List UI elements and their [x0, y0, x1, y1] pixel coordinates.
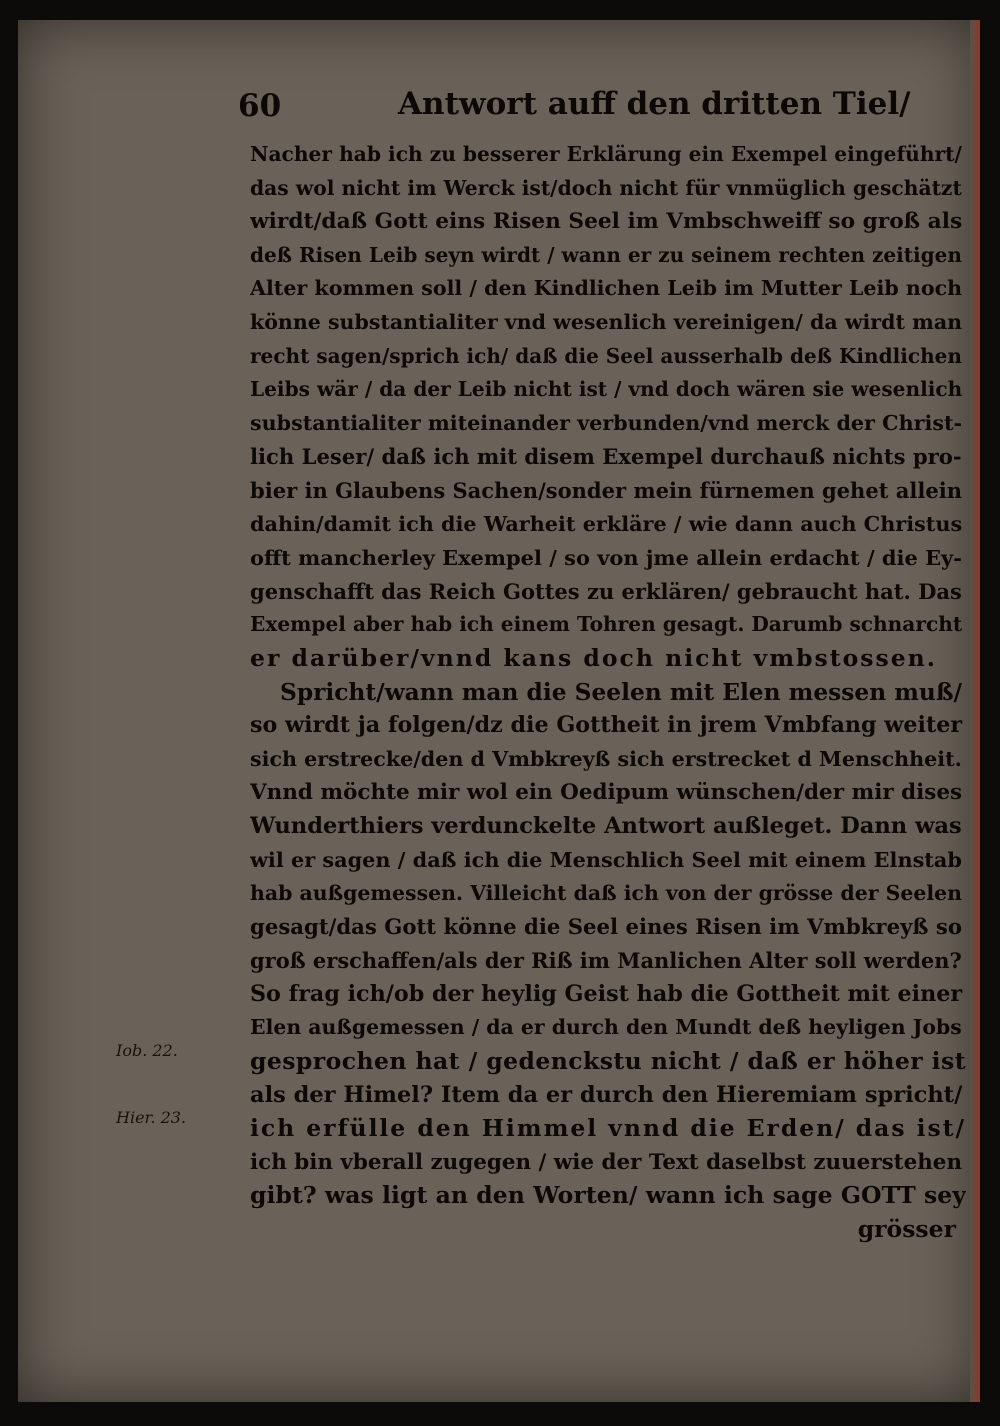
text-line: dahin/damit ich die Warheit erkläre / wie dann auch Christus [250, 511, 963, 536]
page-number: 60 [238, 88, 282, 124]
text-line: ich bin vberall zugegen / wie der Text daselbst zuuerstehen [250, 1149, 963, 1175]
text-line: Exempel aber hab ich einem Tohren gesagt. Darumb schnarcht [250, 612, 963, 637]
text-line: bier in Glaubens Sachen/sonder mein fürnemen gehet allein [250, 477, 963, 503]
text-line: das wol nicht im Werck ist/doch nicht für vnmüglich geschätzt [250, 175, 962, 200]
catchword: grösser [857, 1215, 956, 1243]
page-header [238, 86, 911, 126]
text-line: wirdt/daß Gott eins Risen Seel im Vmbschweiff so groß als [250, 209, 963, 235]
text-line: offt mancherley Exempel / so von jme allein erdacht / die Ey- [250, 545, 962, 571]
text-line: wil er sagen / daß ich die Menschlich Seel mit einem Elnstab [250, 847, 962, 873]
text-line: genschafft das Reich Gottes zu erklären/ gebraucht hat. Das [250, 578, 962, 604]
text-line: ich erfülle den Himmel vnnd die Erden/ das ist/ [250, 1114, 966, 1143]
running-head: Antwort auff den dritten Tiel/ [398, 86, 911, 122]
text-line: gesprochen hat / gedenckstu nicht / daß er höher ist [250, 1047, 966, 1076]
text-line: Alter kommen soll / den Kindlichen Leib im Mutter Leib noch [250, 276, 963, 301]
text-line: lich Leser/ daß ich mit disem Exempel durchauß nichts pro- [250, 444, 962, 470]
text-line: Wunderthiers verdunckelte Antwort außleget. Dann was [250, 812, 962, 839]
text-line: Elen außgemessen / da er durch den Mundt deß heyligen Jobs [250, 1015, 962, 1040]
text-line: so wirdt ja folgen/dz die Gottheit in jrem Vmbfang weiter [250, 712, 963, 739]
text-line: Vnnd möchte mir wol ein Oedipum wünschen/der mir dises [250, 780, 963, 806]
text-line: substantialiter miteinander verbunden/vnd merck der Christ- [250, 410, 963, 435]
text-line: als der Himel? Item da er durch den Hieremiam spricht/ [250, 1081, 963, 1108]
page-edge [970, 20, 980, 1402]
text-line: groß erschaffen/als der Riß im Manlichen Alter soll werden? [250, 948, 962, 974]
text-line: recht sagen/sprich ich/ daß die Seel ausserhalb deß Kindlichen [250, 343, 962, 368]
book-page [18, 20, 980, 1402]
text-line: gibt? was ligt an den Worten/ wann ich sage GOTT sey [250, 1181, 966, 1210]
paragraph-start-line: Spricht/wann man die Seelen mit Elen messen muß/ [280, 678, 963, 706]
text-line: So frag ich/ob der heylig Geist hab die Gottheit mit einer [250, 980, 963, 1007]
text-line: sich erstrecke/den d Vmbkreyß sich erstrecket d Menschheit. [250, 746, 962, 771]
text-line: hab außgemessen. Villeicht daß ich von der grösse der Seelen [250, 881, 962, 906]
text-line: könne substantialiter vnd wesenlich vereinigen/ da wirdt man [250, 309, 963, 334]
text-line: gesagt/das Gott könne die Seel eines Risen im Vmbkreyß so [250, 914, 962, 940]
text-line: er darüber/vnnd kans doch nicht vmbstossen. [250, 643, 937, 672]
text-line: Nacher hab ich zu besserer Erklärung ein Exempel eingeführt/ [250, 142, 962, 166]
margin-note-job: Iob. 22. [116, 1041, 178, 1060]
text-line: Leibs wär / da der Leib nicht ist / vnd doch wären sie wesenlich [250, 377, 963, 402]
body-text [250, 138, 966, 1247]
margin-note-jeremiah: Hier. 23. [116, 1108, 187, 1127]
text-line: deß Risen Leib seyn wirdt / wann er zu seinem rechten zeitigen [250, 242, 962, 267]
